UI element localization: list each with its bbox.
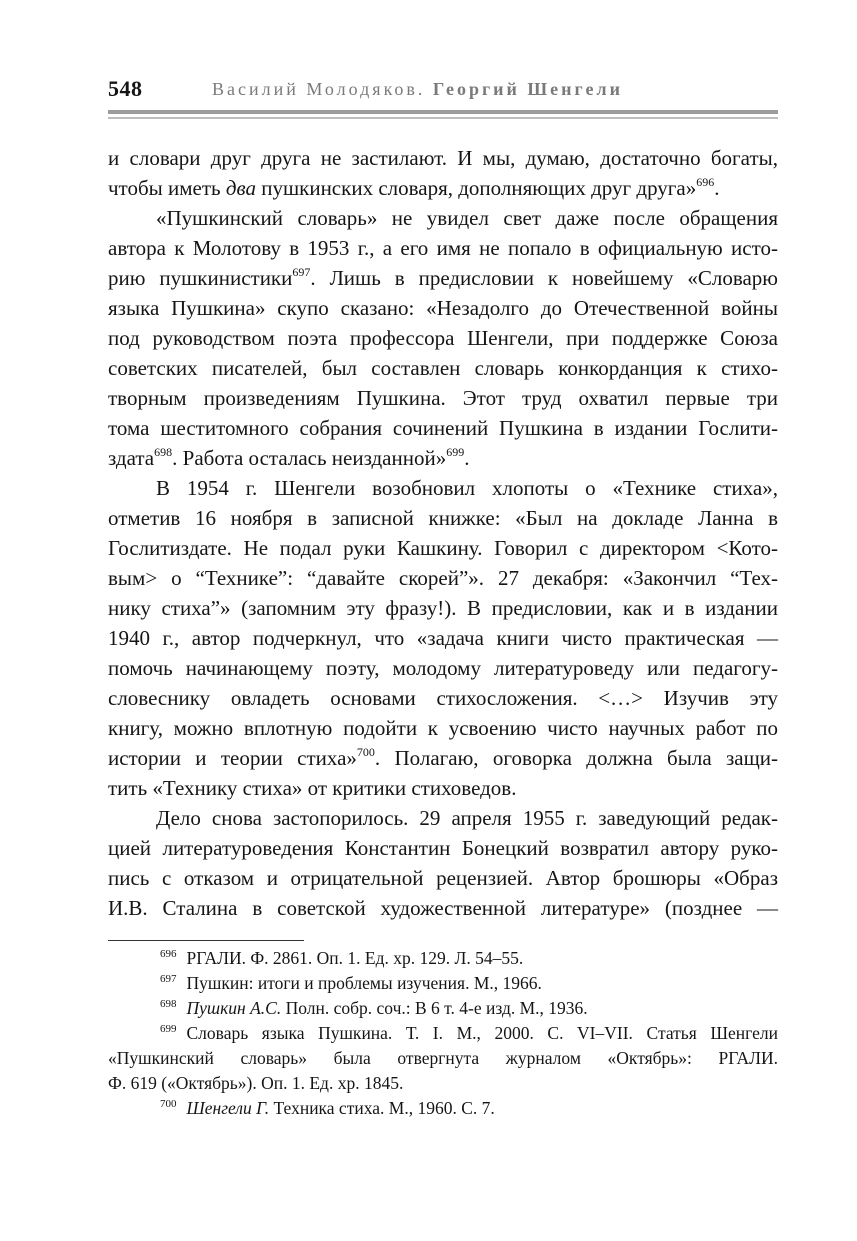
text-span: . Работа осталась неизданной» [172, 446, 447, 470]
text-span: истории и теории стиха» [108, 746, 357, 770]
text-line: нику стиха”» (запомним эту фразу!). В предисловии, как и в издании [108, 596, 778, 620]
text-span: здата [108, 446, 155, 470]
footnote-text: РГАЛИ. Ф. 2861. Оп. 1. Ед. хр. 129. Л. 54–55. [186, 948, 524, 968]
footnote-number: 697 [160, 973, 177, 985]
text-span: рию пушкинистики [108, 266, 293, 290]
text-line: Дело снова застопорилось. 29 апреля 1955 г. заведующий редак- [156, 806, 778, 830]
text-line [108, 743, 778, 773]
footnote-ref[interactable]: 699 [446, 445, 465, 459]
text-line: книгу, можно вплотную подойти к усвоению чисто научных работ по [108, 716, 778, 740]
footnotes [108, 946, 778, 1121]
footnote-700 [108, 1096, 778, 1121]
text-line [108, 443, 778, 473]
text-line: тить «Технику стиха» от критики стиховедов. [108, 776, 517, 800]
footnote-699-cont: Ф. 619 («Октябрь»). Оп. 1. Ед. хр. 1845. [108, 1073, 404, 1093]
main-text [108, 143, 778, 923]
text-line: помочь начинающему поэту, молодому литературоведу или педагогу- [108, 656, 778, 680]
text-line: автора к Молотову в 1953 г., а его имя не попало в официальную исто- [108, 236, 778, 260]
footnote-number: 696 [160, 948, 177, 960]
footnote-ref[interactable]: 700 [356, 745, 375, 759]
footnote-text: Полн. собр. соч.: В 6 т. 4-е изд. М., 1936. [281, 998, 588, 1018]
footnote-697 [108, 971, 778, 996]
text-line: под руководством поэта профессора Шенгели, при поддержке Союза [108, 326, 778, 350]
footnote-separator [108, 940, 304, 941]
text-line [108, 263, 778, 293]
footnote-698 [108, 996, 778, 1021]
text-line: словеснику овладеть основами стихосложения. <…> Изучив эту [108, 686, 778, 710]
text-span: . [464, 446, 470, 470]
footnote-number: 700 [160, 1098, 177, 1110]
footnote-ref[interactable]: 697 [292, 265, 311, 279]
text-line: и словари друг друга не застилают. И мы, думаю, достаточно богаты, [108, 146, 778, 170]
text-line: «Пушкинский словарь» не увидел свет даже после обращения [156, 206, 778, 230]
text-line [108, 173, 778, 203]
footnote-text: Словарь языка Пушкина. Т. I. М., 2000. С. VI–VII. Статья Шенгели [186, 1023, 778, 1043]
text-line: Гослитиздате. Не подал руки Кашкину. Говорил с директором <Кото- [108, 536, 778, 560]
text-line: тома шеститомного собрания сочинений Пушкина в издании Гослити- [108, 416, 778, 440]
footnote-number: 698 [160, 998, 177, 1010]
text-span: чтобы иметь [108, 176, 226, 200]
text-line: цией литературоведения Константин Бонецкий возвратил автору руко- [108, 836, 778, 860]
text-span: . Лишь в предисловии к новейшему «Словарю [310, 266, 778, 290]
text-line: вым> о “Технике”: “давайте скорей”». 27 декабря: «Закончил “Тех- [108, 566, 778, 590]
text-line: пись с отказом и отрицательной рецензией. Автор брошюры «Образ [108, 866, 778, 890]
text-span: пушкинских словаря, дополняющих друг друга» [255, 176, 697, 200]
text-line: В 1954 г. Шенгели возобновил хлопоты о «Технике стиха», [156, 476, 778, 500]
italic-span: два [225, 176, 256, 200]
page-number: 548 [108, 76, 143, 101]
footnote-699-cont: «Пушкинский словарь» была отвергнута журналом «Октябрь»: РГАЛИ. [108, 1048, 778, 1068]
text-span: . [714, 176, 720, 200]
text-line: И.В. Сталина в советской художественной литературе» (позднее — [108, 896, 778, 920]
running-head-title: Георгий Шенгели [432, 79, 623, 99]
footnote-author: Пушкин А.С. [186, 998, 282, 1018]
footnote-696 [108, 946, 778, 971]
footnote-text: Техника стиха. М., 1960. С. 7. [269, 1098, 495, 1118]
running-head-author: Василий Молодяков. [212, 79, 426, 99]
text-line: советских писателей, был составлен словарь конкорданция к стихо- [108, 356, 778, 380]
footnote-ref[interactable]: 696 [696, 175, 715, 189]
text-line: отметив 16 ноября в записной книжке: «Был на докладе Ланна в [108, 506, 778, 530]
text-line: языка Пушкина» скупо сказано: «Незадолго до Отечественной войны [108, 296, 778, 320]
footnote-text: Пушкин: итоги и проблемы изучения. М., 1966. [186, 973, 542, 993]
footnote-699 [108, 1021, 778, 1046]
header-rule-thin [108, 117, 778, 119]
page-header [108, 76, 778, 104]
footnote-author: Шенгели Г. [186, 1098, 270, 1118]
running-head [212, 79, 623, 100]
text-line: творным произведениям Пушкина. Этот труд охватил первые три [108, 386, 778, 410]
header-rule [108, 110, 778, 114]
text-line: 1940 г., автор подчеркнул, что «задача книги чисто практическая — [108, 626, 778, 650]
text-span: . Полагаю, оговорка должна была защи- [374, 746, 778, 770]
footnote-ref[interactable]: 698 [154, 445, 173, 459]
footnote-number: 699 [160, 1023, 177, 1035]
